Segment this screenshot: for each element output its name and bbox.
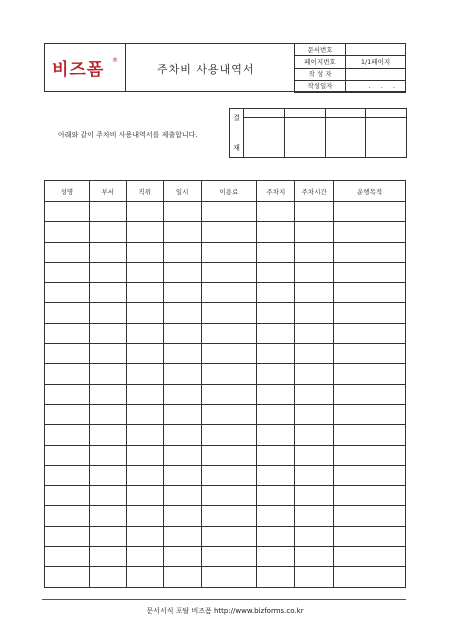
table-cell[interactable] <box>89 567 126 587</box>
table-cell[interactable] <box>334 283 406 303</box>
table-cell[interactable] <box>45 323 90 343</box>
table-cell[interactable] <box>126 202 163 222</box>
approval-label-bottom: 재 <box>233 144 240 152</box>
table-cell[interactable] <box>295 262 334 282</box>
approval-title-cell[interactable] <box>244 109 285 118</box>
meta-row-author <box>295 68 406 80</box>
table-cell[interactable] <box>163 283 201 303</box>
table-cell[interactable] <box>295 242 334 262</box>
table-cell[interactable] <box>126 486 163 506</box>
meta-label: 작 성 자 <box>295 68 346 80</box>
table-cell[interactable] <box>89 404 126 424</box>
table-cell[interactable] <box>334 364 406 384</box>
table-cell[interactable] <box>89 384 126 404</box>
approval-sign-row <box>230 118 407 158</box>
table-cell[interactable] <box>334 486 406 506</box>
table-cell[interactable] <box>334 404 406 424</box>
column-header-department: 부서 <box>89 181 126 202</box>
approval-sign-cell[interactable] <box>325 118 366 158</box>
table-cell[interactable] <box>334 323 406 343</box>
table-cell[interactable] <box>89 344 126 364</box>
table-cell[interactable] <box>163 526 201 546</box>
table-cell[interactable] <box>295 303 334 323</box>
table-cell[interactable] <box>89 242 126 262</box>
table-cell[interactable] <box>45 344 90 364</box>
table-cell[interactable] <box>295 384 334 404</box>
approval-label <box>230 109 244 158</box>
table-cell[interactable] <box>163 465 201 485</box>
table-cell[interactable] <box>45 283 90 303</box>
table-cell[interactable] <box>45 364 90 384</box>
table-cell[interactable] <box>126 323 163 343</box>
table-cell[interactable] <box>126 222 163 242</box>
table-cell[interactable] <box>89 445 126 465</box>
table-cell[interactable] <box>257 547 295 567</box>
table-cell[interactable] <box>163 486 201 506</box>
table-cell[interactable] <box>295 425 334 445</box>
table-cell[interactable] <box>126 404 163 424</box>
table-cell[interactable] <box>126 344 163 364</box>
table-cell[interactable] <box>334 242 406 262</box>
document-meta-table <box>294 43 406 93</box>
table-cell[interactable] <box>257 465 295 485</box>
table-cell[interactable] <box>126 506 163 526</box>
table-cell[interactable] <box>163 425 201 445</box>
table-cell[interactable] <box>45 242 90 262</box>
meta-label: 작성일자 <box>295 80 346 92</box>
table-cell[interactable] <box>126 364 163 384</box>
table-cell[interactable] <box>295 465 334 485</box>
table-cell[interactable] <box>334 567 406 587</box>
table-cell[interactable] <box>295 445 334 465</box>
meta-row-page-number <box>295 56 406 68</box>
footer-text: 문서서식 포탈 비즈폼 http://www.bizforms.co.kr <box>146 607 304 615</box>
table-cell[interactable] <box>89 465 126 485</box>
table-cell[interactable] <box>334 262 406 282</box>
table-cell[interactable] <box>201 303 257 323</box>
meta-row-date <box>295 80 406 92</box>
column-header-parking-location: 주차지 <box>257 181 295 202</box>
table-cell[interactable] <box>201 547 257 567</box>
table-cell[interactable] <box>201 222 257 242</box>
table-cell[interactable] <box>201 404 257 424</box>
table-cell[interactable] <box>334 202 406 222</box>
table-cell[interactable] <box>89 526 126 546</box>
table-cell[interactable] <box>201 465 257 485</box>
approval-label-top: 결 <box>233 114 240 122</box>
approval-sign-cell[interactable] <box>284 118 325 158</box>
table-cell[interactable] <box>295 547 334 567</box>
table-row <box>45 364 406 384</box>
table-row <box>45 283 406 303</box>
table-cell[interactable] <box>257 242 295 262</box>
table-cell[interactable] <box>126 425 163 445</box>
table-cell[interactable] <box>201 384 257 404</box>
approval-sign-cell[interactable] <box>244 118 285 158</box>
table-cell[interactable] <box>163 262 201 282</box>
table-row <box>45 506 406 526</box>
table-row <box>45 567 406 587</box>
table-cell[interactable] <box>45 425 90 445</box>
table-cell[interactable] <box>163 445 201 465</box>
table-cell[interactable] <box>126 465 163 485</box>
table-row <box>45 465 406 485</box>
parking-usage-table <box>44 180 406 588</box>
meta-value[interactable] <box>346 44 406 56</box>
table-cell[interactable] <box>334 384 406 404</box>
column-header-position: 직위 <box>126 181 163 202</box>
table-cell[interactable] <box>201 202 257 222</box>
meta-value[interactable]: . . . <box>346 80 406 92</box>
table-cell[interactable] <box>89 486 126 506</box>
table-cell[interactable] <box>89 303 126 323</box>
table-cell[interactable] <box>257 364 295 384</box>
table-cell[interactable] <box>163 506 201 526</box>
table-cell[interactable] <box>163 344 201 364</box>
table-cell[interactable] <box>295 364 334 384</box>
table-cell[interactable] <box>257 344 295 364</box>
table-row <box>45 202 406 222</box>
table-cell[interactable] <box>45 222 90 242</box>
table-cell[interactable] <box>257 425 295 445</box>
table-row <box>45 384 406 404</box>
table-cell[interactable] <box>295 567 334 587</box>
table-cell[interactable] <box>163 547 201 567</box>
table-body <box>45 202 406 588</box>
table-row <box>45 242 406 262</box>
table-cell[interactable] <box>89 222 126 242</box>
table-cell[interactable] <box>89 262 126 282</box>
table-cell[interactable] <box>201 506 257 526</box>
table-header-row <box>45 181 406 202</box>
table-cell[interactable] <box>257 526 295 546</box>
table-cell[interactable] <box>126 384 163 404</box>
table-row <box>45 262 406 282</box>
table-cell[interactable] <box>163 303 201 323</box>
meta-value[interactable] <box>346 68 406 80</box>
column-header-datetime: 일시 <box>163 181 201 202</box>
table-cell[interactable] <box>334 506 406 526</box>
table-cell[interactable] <box>257 202 295 222</box>
table-cell[interactable] <box>163 202 201 222</box>
approval-box <box>229 108 407 158</box>
table-cell[interactable] <box>257 323 295 343</box>
table-cell[interactable] <box>295 344 334 364</box>
registered-mark: ® <box>112 57 118 64</box>
table-row <box>45 526 406 546</box>
column-header-purpose: 운행목적 <box>334 181 406 202</box>
table-cell[interactable] <box>295 283 334 303</box>
bizforms-logo: 비즈폼 <box>52 60 105 80</box>
table-cell[interactable] <box>334 425 406 445</box>
table-row <box>45 425 406 445</box>
table-cell[interactable] <box>45 526 90 546</box>
table-cell[interactable] <box>257 404 295 424</box>
table-cell[interactable] <box>201 242 257 262</box>
approval-header-row <box>230 109 407 118</box>
table-cell[interactable] <box>334 465 406 485</box>
table-cell[interactable] <box>45 262 90 282</box>
table-cell[interactable] <box>257 567 295 587</box>
table-cell[interactable] <box>257 262 295 282</box>
table-cell[interactable] <box>257 445 295 465</box>
table-cell[interactable] <box>201 283 257 303</box>
meta-value[interactable]: 1/1페이지 <box>346 56 406 68</box>
table-cell[interactable] <box>163 323 201 343</box>
table-row <box>45 547 406 567</box>
approval-title-cell[interactable] <box>366 109 407 118</box>
table-cell[interactable] <box>201 344 257 364</box>
table-cell[interactable] <box>45 202 90 222</box>
table-cell[interactable] <box>201 425 257 445</box>
table-cell[interactable] <box>126 303 163 323</box>
table-cell[interactable] <box>295 526 334 546</box>
table-cell[interactable] <box>45 567 90 587</box>
table-row <box>45 303 406 323</box>
table-cell[interactable] <box>201 526 257 546</box>
table-cell[interactable] <box>257 506 295 526</box>
table-cell[interactable] <box>257 222 295 242</box>
column-header-name: 성명 <box>45 181 90 202</box>
table-cell[interactable] <box>45 506 90 526</box>
table-row <box>45 486 406 506</box>
table-cell[interactable] <box>201 364 257 384</box>
table-cell[interactable] <box>257 303 295 323</box>
table-cell[interactable] <box>295 222 334 242</box>
table-cell[interactable] <box>163 404 201 424</box>
meta-row-doc-number <box>295 44 406 56</box>
table-cell[interactable] <box>89 547 126 567</box>
table-cell[interactable] <box>89 283 126 303</box>
table-cell[interactable] <box>45 486 90 506</box>
table-cell[interactable] <box>45 404 90 424</box>
table-cell[interactable] <box>257 486 295 506</box>
intro-text: 아래와 같이 주차비 사용내역서를 제출합니다. <box>58 131 198 139</box>
table-cell[interactable] <box>201 567 257 587</box>
approval-title-cell[interactable] <box>284 109 325 118</box>
table-cell[interactable] <box>334 547 406 567</box>
table-cell[interactable] <box>201 445 257 465</box>
table-cell[interactable] <box>163 364 201 384</box>
table-cell[interactable] <box>126 242 163 262</box>
footer-divider <box>42 599 406 600</box>
approval-title-cell[interactable] <box>325 109 366 118</box>
table-cell[interactable] <box>126 547 163 567</box>
table-cell[interactable] <box>163 567 201 587</box>
table-cell[interactable] <box>163 222 201 242</box>
table-cell[interactable] <box>89 202 126 222</box>
table-cell[interactable] <box>45 445 90 465</box>
table-cell[interactable] <box>295 486 334 506</box>
table-cell[interactable] <box>163 242 201 262</box>
table-cell[interactable] <box>334 222 406 242</box>
table-cell[interactable] <box>126 567 163 587</box>
column-header-fee: 이용료 <box>201 181 257 202</box>
table-cell[interactable] <box>295 404 334 424</box>
table-cell[interactable] <box>126 526 163 546</box>
table-cell[interactable] <box>45 547 90 567</box>
table-cell[interactable] <box>334 526 406 546</box>
table-row <box>45 404 406 424</box>
table-cell[interactable] <box>334 303 406 323</box>
table-cell[interactable] <box>45 384 90 404</box>
table-cell[interactable] <box>295 506 334 526</box>
table-cell[interactable] <box>295 323 334 343</box>
column-header-parking-time: 주차시간 <box>295 181 334 202</box>
table-cell[interactable] <box>126 283 163 303</box>
table-row <box>45 445 406 465</box>
table-cell[interactable] <box>45 303 90 323</box>
table-cell[interactable] <box>295 202 334 222</box>
table-cell[interactable] <box>89 506 126 526</box>
table-cell[interactable] <box>126 445 163 465</box>
table-cell[interactable] <box>163 384 201 404</box>
table-cell[interactable] <box>45 465 90 485</box>
table-cell[interactable] <box>126 262 163 282</box>
table-cell[interactable] <box>89 425 126 445</box>
approval-sign-cell[interactable] <box>366 118 407 158</box>
table-cell[interactable] <box>201 486 257 506</box>
table-cell[interactable] <box>89 364 126 384</box>
table-cell[interactable] <box>201 323 257 343</box>
table-cell[interactable] <box>257 384 295 404</box>
table-cell[interactable] <box>334 344 406 364</box>
table-cell[interactable] <box>89 323 126 343</box>
table-cell[interactable] <box>257 283 295 303</box>
meta-label: 페이지번호 <box>295 56 346 68</box>
document-title: 주차비 사용내역서 <box>157 63 255 76</box>
table-cell[interactable] <box>201 262 257 282</box>
table-cell[interactable] <box>334 445 406 465</box>
meta-label: 문서번호 <box>295 44 346 56</box>
table-row <box>45 222 406 242</box>
table-row <box>45 323 406 343</box>
table-row <box>45 344 406 364</box>
